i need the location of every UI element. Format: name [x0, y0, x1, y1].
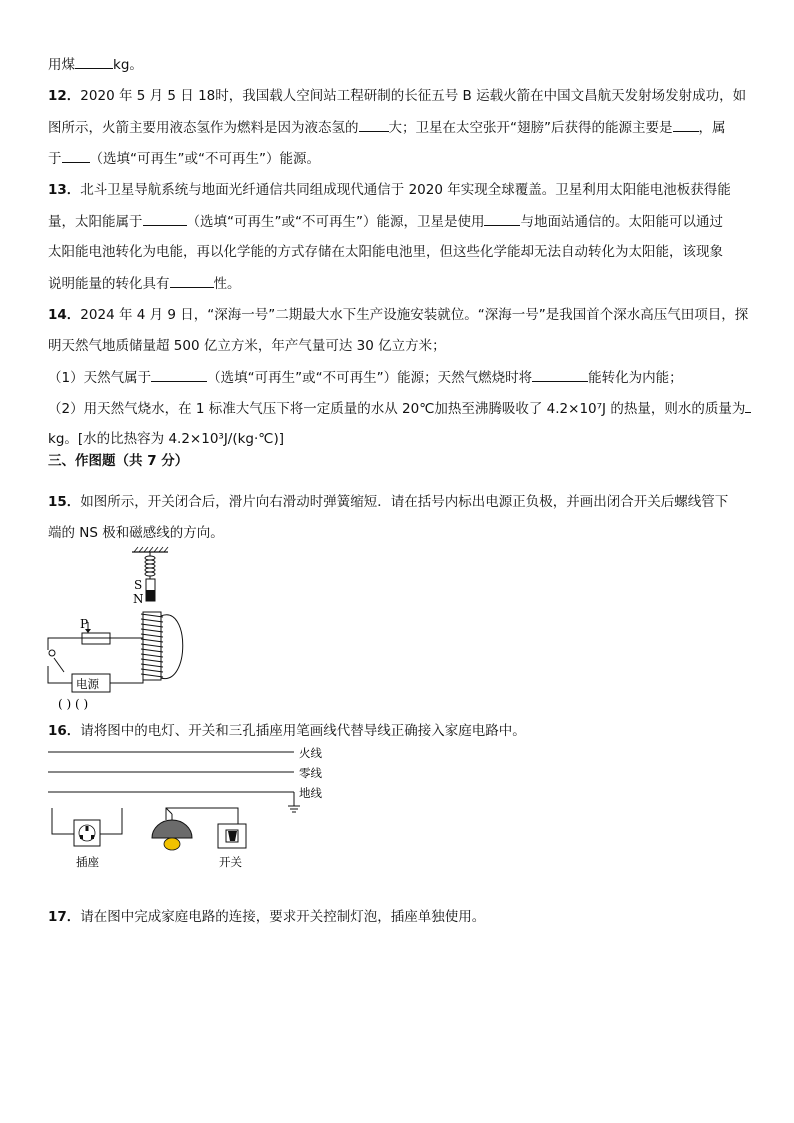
switch-terminal [49, 650, 55, 656]
switch-label: 开关 [219, 855, 242, 869]
question-17-line-1: 17．请在图中完成家庭电路的连接，要求开关控制灯泡，插座单独使用。 [48, 909, 486, 925]
magnet-n-label: N [133, 592, 144, 606]
question-number: 12． [48, 88, 81, 104]
answer-blank[interactable] [62, 149, 90, 163]
question-number: 17． [48, 909, 81, 925]
question-number: 16． [48, 723, 81, 739]
question-16-line-1: 16．请将图中的电灯、开关和三孔插座用笔画线代替导线正确接入家庭电路中。 [48, 723, 526, 739]
question-13-line-2: 量，太阳能属于 （选填“可再生”或“不可再生”）能源，卫星是使用 与地面站通信的。太阳能可以通过 [48, 214, 723, 230]
question-12-line-1: 12．2020 年 5 月 5 日 18时，我国载人空间站工程研制的长征五号 B 运载火箭在中国文昌航天发射场发射成功，如 [48, 88, 747, 104]
question-15-line-1: 15．如图所示，开关闭合后，滑片向右滑动时弹簧缩短．请在括号内标出电源正负极，并画出闭合开关后螺线管下 [48, 494, 729, 510]
ground-wire-label: 地线 [299, 786, 322, 800]
magnet-n-pole [146, 590, 155, 601]
socket-icon [52, 808, 122, 846]
answer-blank[interactable] [484, 212, 520, 226]
prev-answer-line: 用煤 kg。 [48, 57, 143, 73]
power-source-label: 电源 [76, 677, 99, 691]
question-14-sub-2-cont: kg。[水的比热容为 4.2×10³J/(kg·℃)] [48, 431, 284, 447]
neutral-wire-label: 零线 [299, 766, 322, 780]
question-14-line-2: 明天然气地质储量超 500 亿立方米，年产气量可达 30 亿立方米； [48, 338, 446, 354]
solenoid-circuit-figure [40, 546, 200, 712]
answer-blank[interactable] [75, 55, 113, 69]
slider-p-label: P [80, 617, 89, 631]
question-14-sub-2: （2）用天然气烧水，在 1 标准大气压下将一定质量的水从 20℃加热至沸腾吸收了 4.2×10⁷J 的热量，则水的质量为 [48, 399, 751, 418]
question-15-line-2: 端的 NS 极和磁感线的方向。 [48, 525, 224, 541]
question-13-line-1: 13．北斗卫星导航系统与地面光纤通信共同组成现代通信于 2020 年实现全球覆盖。卫星利用太阳能电池板获得能 [48, 182, 731, 198]
switch-icon [218, 824, 246, 848]
question-number: 13． [48, 182, 81, 198]
pole-brackets: ( ) ( ) [58, 697, 89, 711]
answer-blank[interactable] [673, 118, 699, 132]
answer-blank[interactable] [532, 368, 588, 382]
household-circuit-figure [46, 744, 336, 874]
answer-blank[interactable] [151, 368, 207, 382]
coil-wire [161, 615, 183, 679]
question-14-sub-1: （1）天然气属于 （选填“可再生”或“不可再生”）能源；天然气燃烧时将 能转化为内能； [48, 370, 683, 386]
spring [145, 552, 155, 579]
question-12-line-2: 图所示，火箭主要用液态氢作为燃料是因为液态氢的 大；卫星在太空张开“翅膀”后获得的能源主要是 ，属 [48, 120, 726, 136]
question-13-line-3: 太阳能电池转化为电能，再以化学能的方式存储在太阳能电池里，但这些化学能却无法自动转化为太阳能，该现象 [48, 244, 723, 260]
question-number: 14． [48, 307, 81, 323]
question-14-line-1: 14．2024 年 4 月 9 日，“深海一号”二期最大水下生产设施安装就位。“深海一号”是我国首个深水高压气田项目，探 [48, 307, 749, 323]
live-wire-label: 火线 [299, 746, 322, 760]
switch-blade [54, 658, 64, 672]
question-12-line-3: 于 （选填“可再生”或“不可再生”）能源。 [48, 151, 320, 167]
answer-blank[interactable] [143, 212, 187, 226]
answer-blank[interactable] [359, 118, 389, 132]
socket-label: 插座 [76, 855, 99, 869]
answer-blank[interactable] [170, 274, 214, 288]
question-13-line-4: 说明能量的转化具有 性。 [48, 276, 241, 292]
answer-blank[interactable] [745, 399, 751, 413]
magnet-s-label: S [134, 578, 143, 592]
question-number: 15． [48, 494, 81, 510]
section-heading: 三、作图题（共 7 分） [48, 453, 189, 469]
